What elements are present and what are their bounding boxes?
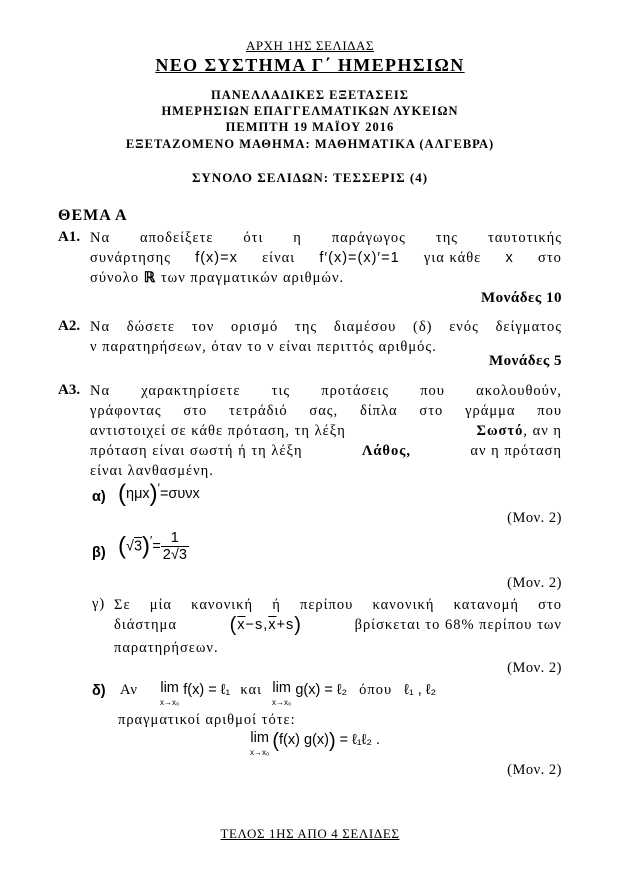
item-a-label: α) bbox=[92, 489, 106, 505]
item-c-text-part: διάστημα bbox=[114, 617, 177, 634]
item-d-line-2: πραγματικοί αριθμοί τότε: bbox=[118, 712, 296, 728]
word-wrong: Λάθος, bbox=[361, 443, 411, 459]
page-header-top: ΑΡΧΗ 1ΗΣ ΣΕΛΙΔΑΣ bbox=[246, 38, 374, 53]
item-c-line-3: παρατηρήσεων. bbox=[114, 640, 219, 657]
a1-text: συνάρτησης bbox=[90, 250, 171, 266]
limit-g-value: g(x) = ℓ₂ bbox=[295, 682, 348, 698]
a1-line-2 bbox=[90, 248, 562, 268]
item-b-marks: (Μον. 2) bbox=[507, 575, 562, 591]
exam-title-line-1: ΠΑΝΕΛΛΑΔΙΚΕΣ ΕΞΕΤΑΣΕΙΣ bbox=[211, 88, 409, 102]
item-a-lhs: ημx bbox=[126, 485, 150, 502]
lim-subscript: x→x₀ bbox=[272, 698, 292, 707]
exam-title-line-2: ΗΜΕΡΗΣΙΩΝ ΕΠΑΓΓΕΛΜΑΤΙΚΩΝ ΛΥΚΕΙΩΝ bbox=[161, 104, 459, 118]
item-d-and: και bbox=[240, 682, 263, 698]
question-a3-number: Α3. bbox=[58, 382, 81, 398]
item-b-den-root: 3 bbox=[178, 547, 187, 563]
a1-formula-derivative: f′(x)=(x)′=1 bbox=[319, 250, 400, 266]
system-title: ΝΕΟ ΣΥΣΤΗΜΑ Γ΄ ΗΜΕΡΗΣΙΩΝ bbox=[155, 55, 465, 75]
item-b-den-coef: 2 bbox=[162, 547, 171, 563]
a1-text: στο bbox=[538, 250, 562, 266]
a3-line-2: γράφοντας στο τετράδιό σας, δίπλα στο γράμμα που bbox=[90, 403, 562, 419]
item-c-line-2 bbox=[114, 615, 562, 635]
question-a3-text bbox=[90, 381, 562, 481]
interval-mean-1: $\overline{x}$ bbox=[237, 617, 246, 633]
interval-formula: $(\overline{x}-s,\overline{x}+s)$ bbox=[229, 614, 302, 637]
limit-product-result: = ℓ₁ℓ₂ . bbox=[339, 732, 381, 748]
a2-line-1: Να δώσετε τον ορισμό της διαμέσου (δ) ενός δείγματος bbox=[90, 319, 562, 335]
a1-text: των πραγματικών αριθμών. bbox=[160, 270, 345, 286]
a2-line-2: ν παρατηρήσεων, όταν το ν είναι περιττός αριθμός. bbox=[90, 339, 437, 355]
item-c-text-part: βρίσκεται το 68% περίπου των bbox=[354, 617, 562, 634]
page-footer: ΤΕΛΟΣ 1ΗΣ ΑΠΟ 4 ΣΕΛΙΔΕΣ bbox=[220, 826, 400, 841]
item-c-label: γ) bbox=[92, 596, 106, 612]
limit-f-value: f(x) = ℓ₁ bbox=[183, 682, 231, 698]
item-a-marks: (Μον. 2) bbox=[507, 510, 562, 526]
a2-marks: Μονάδες 5 bbox=[488, 353, 562, 369]
limit-product-expr: f(x) g(x) bbox=[279, 732, 329, 748]
a3-text: αντιστοιχεί σε κάθε πρόταση, τη λέξη bbox=[90, 423, 346, 439]
a3-text: πρόταση είναι σωστή ή τη λέξη bbox=[90, 443, 303, 459]
limit-g bbox=[272, 682, 291, 709]
total-pages: ΣΥΝΟΛΟ ΣΕΛΙΔΩΝ: ΤΕΣΣΕΡΙΣ (4) bbox=[191, 170, 429, 185]
lim-text: lim bbox=[272, 680, 291, 696]
question-a1-text bbox=[90, 228, 562, 288]
interval-plus: +s bbox=[276, 617, 295, 633]
item-a-formula: (ημx)′=συνx bbox=[118, 480, 200, 507]
item-b-formula: (√3)′= $\frac{1}{2√3}$ bbox=[118, 530, 187, 563]
a1-line-1: Να αποδείξετε ότι η παράγωγος της ταυτοτικής bbox=[90, 230, 562, 246]
item-d-l1l2: ℓ₁ , ℓ₂ bbox=[404, 682, 437, 698]
a3-line-5: είναι λανθασμένη. bbox=[90, 463, 214, 479]
question-a2-text bbox=[90, 317, 562, 357]
theme-heading: ΘΕΜΑ Α bbox=[58, 207, 128, 224]
lim-subscript: x→x₀ bbox=[159, 698, 180, 707]
item-d-where: όπου bbox=[359, 682, 393, 698]
a3-line-1: Να χαρακτηρίσετε τις προτάσεις που ακολουθούν, bbox=[90, 383, 562, 399]
real-numbers-symbol: ℝ bbox=[143, 270, 157, 286]
limit-product-op bbox=[250, 732, 269, 759]
item-d-label: δ) bbox=[92, 683, 106, 699]
a1-marks: Μονάδες 10 bbox=[480, 290, 562, 306]
limit-f bbox=[160, 682, 179, 709]
item-c-marks: (Μον. 2) bbox=[507, 660, 562, 676]
limit-product: lim x→x₀ ( f(x) g(x) ) = ℓ₁ℓ₂ . bbox=[250, 730, 381, 757]
a1-text: σύνολο bbox=[90, 270, 140, 286]
lim-text: lim bbox=[250, 730, 269, 746]
a3-text: , αν η bbox=[523, 423, 562, 439]
interval-mean-2: $\overline{x}$ bbox=[268, 617, 277, 633]
a3-line-4 bbox=[90, 441, 562, 461]
item-b-label: β) bbox=[92, 545, 106, 561]
question-a1-number: Α1. bbox=[58, 229, 81, 245]
item-d-line-1 bbox=[120, 682, 562, 709]
interval-minus: −s, bbox=[245, 617, 269, 633]
question-a2-number: Α2. bbox=[58, 318, 81, 334]
item-c-line-1: Σε μία κανονική ή περίπου κανονική κατανομή στο bbox=[114, 597, 562, 613]
a1-line-3 bbox=[90, 268, 562, 288]
word-correct: Σωστό bbox=[476, 423, 524, 439]
item-b-root: 3 bbox=[133, 538, 143, 555]
a3-text: αν η πρόταση bbox=[470, 443, 562, 459]
lim-text: lim bbox=[160, 680, 179, 696]
item-a-rhs: =συνx bbox=[159, 485, 200, 502]
item-b-numerator: 1 bbox=[161, 530, 189, 547]
item-c-text bbox=[114, 595, 562, 658]
a1-formula-f: f(x)=x bbox=[195, 250, 238, 266]
item-d-if: Αν bbox=[120, 682, 138, 698]
a1-var-x: x bbox=[505, 250, 514, 266]
exam-date: ΠΕΜΠΤΗ 19 ΜΑΪΟΥ 2016 bbox=[225, 120, 395, 134]
lim-subscript: x→x₀ bbox=[250, 748, 270, 757]
exam-subject: ΕΞΕΤΑΖΟΜΕΝΟ ΜΑΘΗΜΑ: ΜΑΘΗΜΑΤΙΚΑ (ΑΛΓΕΒΡΑ) bbox=[125, 137, 495, 151]
item-b-fraction: $\frac{1}{2√3}$ bbox=[162, 530, 187, 563]
a3-line-3 bbox=[90, 421, 562, 441]
a1-text: είναι bbox=[262, 250, 296, 266]
a1-text: για κάθε bbox=[423, 250, 482, 266]
item-d-marks: (Μον. 2) bbox=[507, 762, 562, 778]
